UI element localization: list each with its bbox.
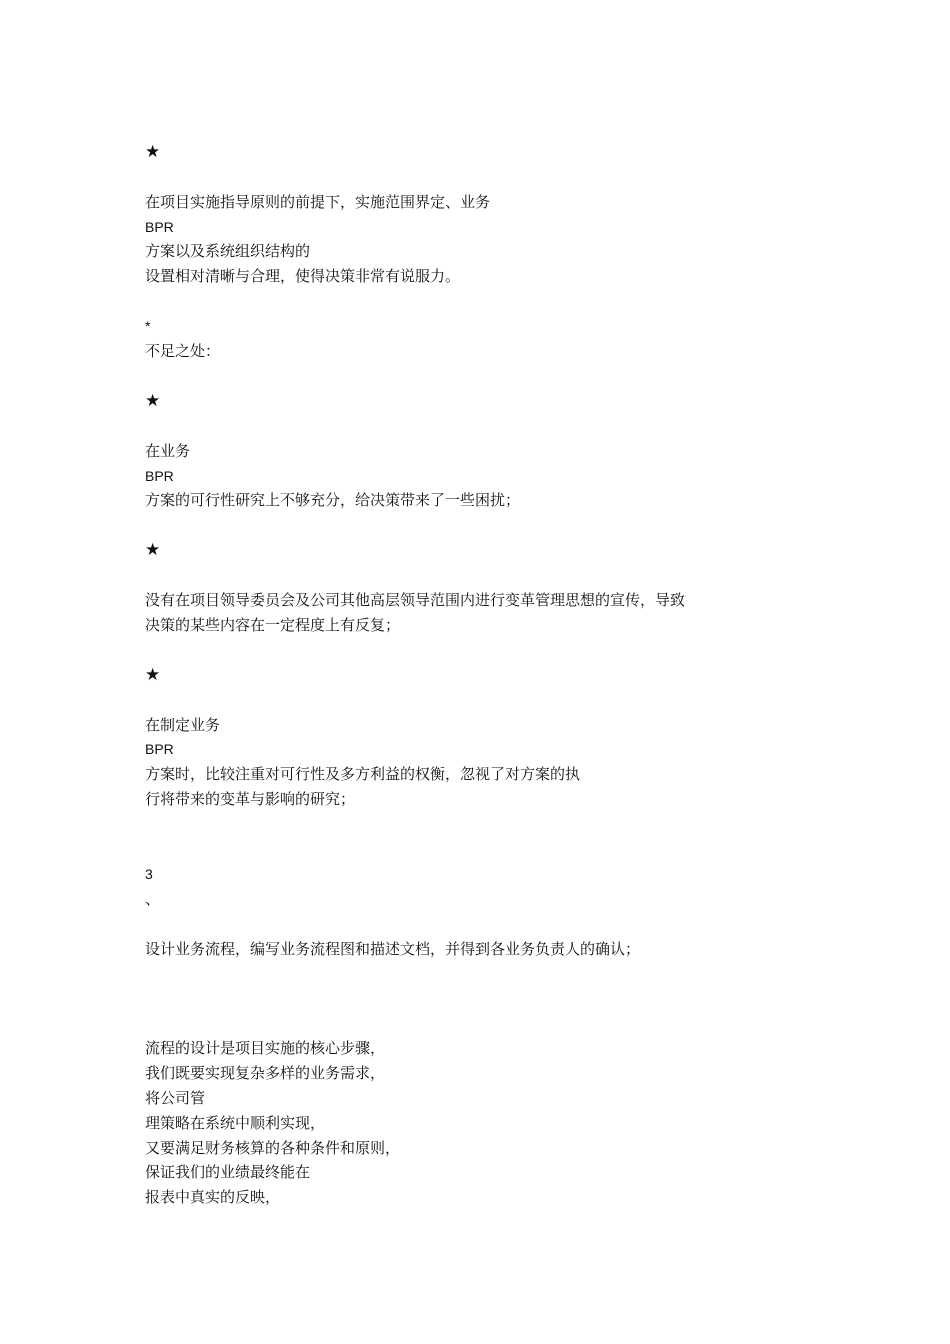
asterisk-marker: * [145, 318, 151, 334]
section-number-separator: 、 [145, 890, 161, 908]
paragraph-line: 方案的可行性研究上不够充分，给决策带来了一些困扰； [145, 491, 521, 509]
paragraph-line: BPR [145, 219, 174, 235]
paragraph-line: 方案时，比较注重对可行性及多方利益的权衡，忽视了对方案的执 [145, 765, 581, 783]
paragraph-line: 理策略在系统中顺利实现， [145, 1114, 326, 1132]
paragraph-line: 将公司管 [145, 1089, 206, 1107]
paragraph-line: BPR [145, 468, 174, 484]
section-number: 3 [145, 866, 153, 882]
section-heading: 不足之处： [145, 342, 221, 360]
paragraph-line: 在制定业务 [145, 716, 221, 734]
star-bullet: ★ [145, 540, 161, 560]
paragraph-line: 决策的某些内容在一定程度上有反复； [145, 616, 401, 634]
paragraph-line: 保证我们的业绩最终能在 [145, 1163, 311, 1181]
paragraph-line: 没有在项目领导委员会及公司其他高层领导范围内进行变革管理思想的宣传，导致 [145, 591, 686, 609]
paragraph-line: 流程的设计是项目实施的核心步骤， [145, 1039, 386, 1057]
paragraph-line: 设置相对清晰与合理，使得决策非常有说服力。 [145, 267, 461, 285]
section-title: 设计业务流程，编写业务流程图和描述文档，并得到各业务负责人的确认； [145, 940, 641, 958]
star-bullet: ★ [145, 391, 161, 411]
paragraph-line: 方案以及系统组织结构的 [145, 242, 311, 260]
star-bullet: ★ [145, 142, 161, 162]
paragraph-line: BPR [145, 741, 174, 757]
paragraph-line: 在项目实施指导原则的前提下，实施范围界定、业务 [145, 193, 491, 211]
star-bullet: ★ [145, 665, 161, 685]
paragraph-line: 我们既要实现复杂多样的业务需求， [145, 1064, 386, 1082]
paragraph-line: 行将带来的变革与影响的研究； [145, 790, 356, 808]
paragraph-line: 报表中真实的反映， [145, 1188, 281, 1206]
paragraph-line: 又要满足财务核算的各种条件和原则， [145, 1139, 401, 1157]
paragraph-line: 在业务 [145, 442, 191, 460]
